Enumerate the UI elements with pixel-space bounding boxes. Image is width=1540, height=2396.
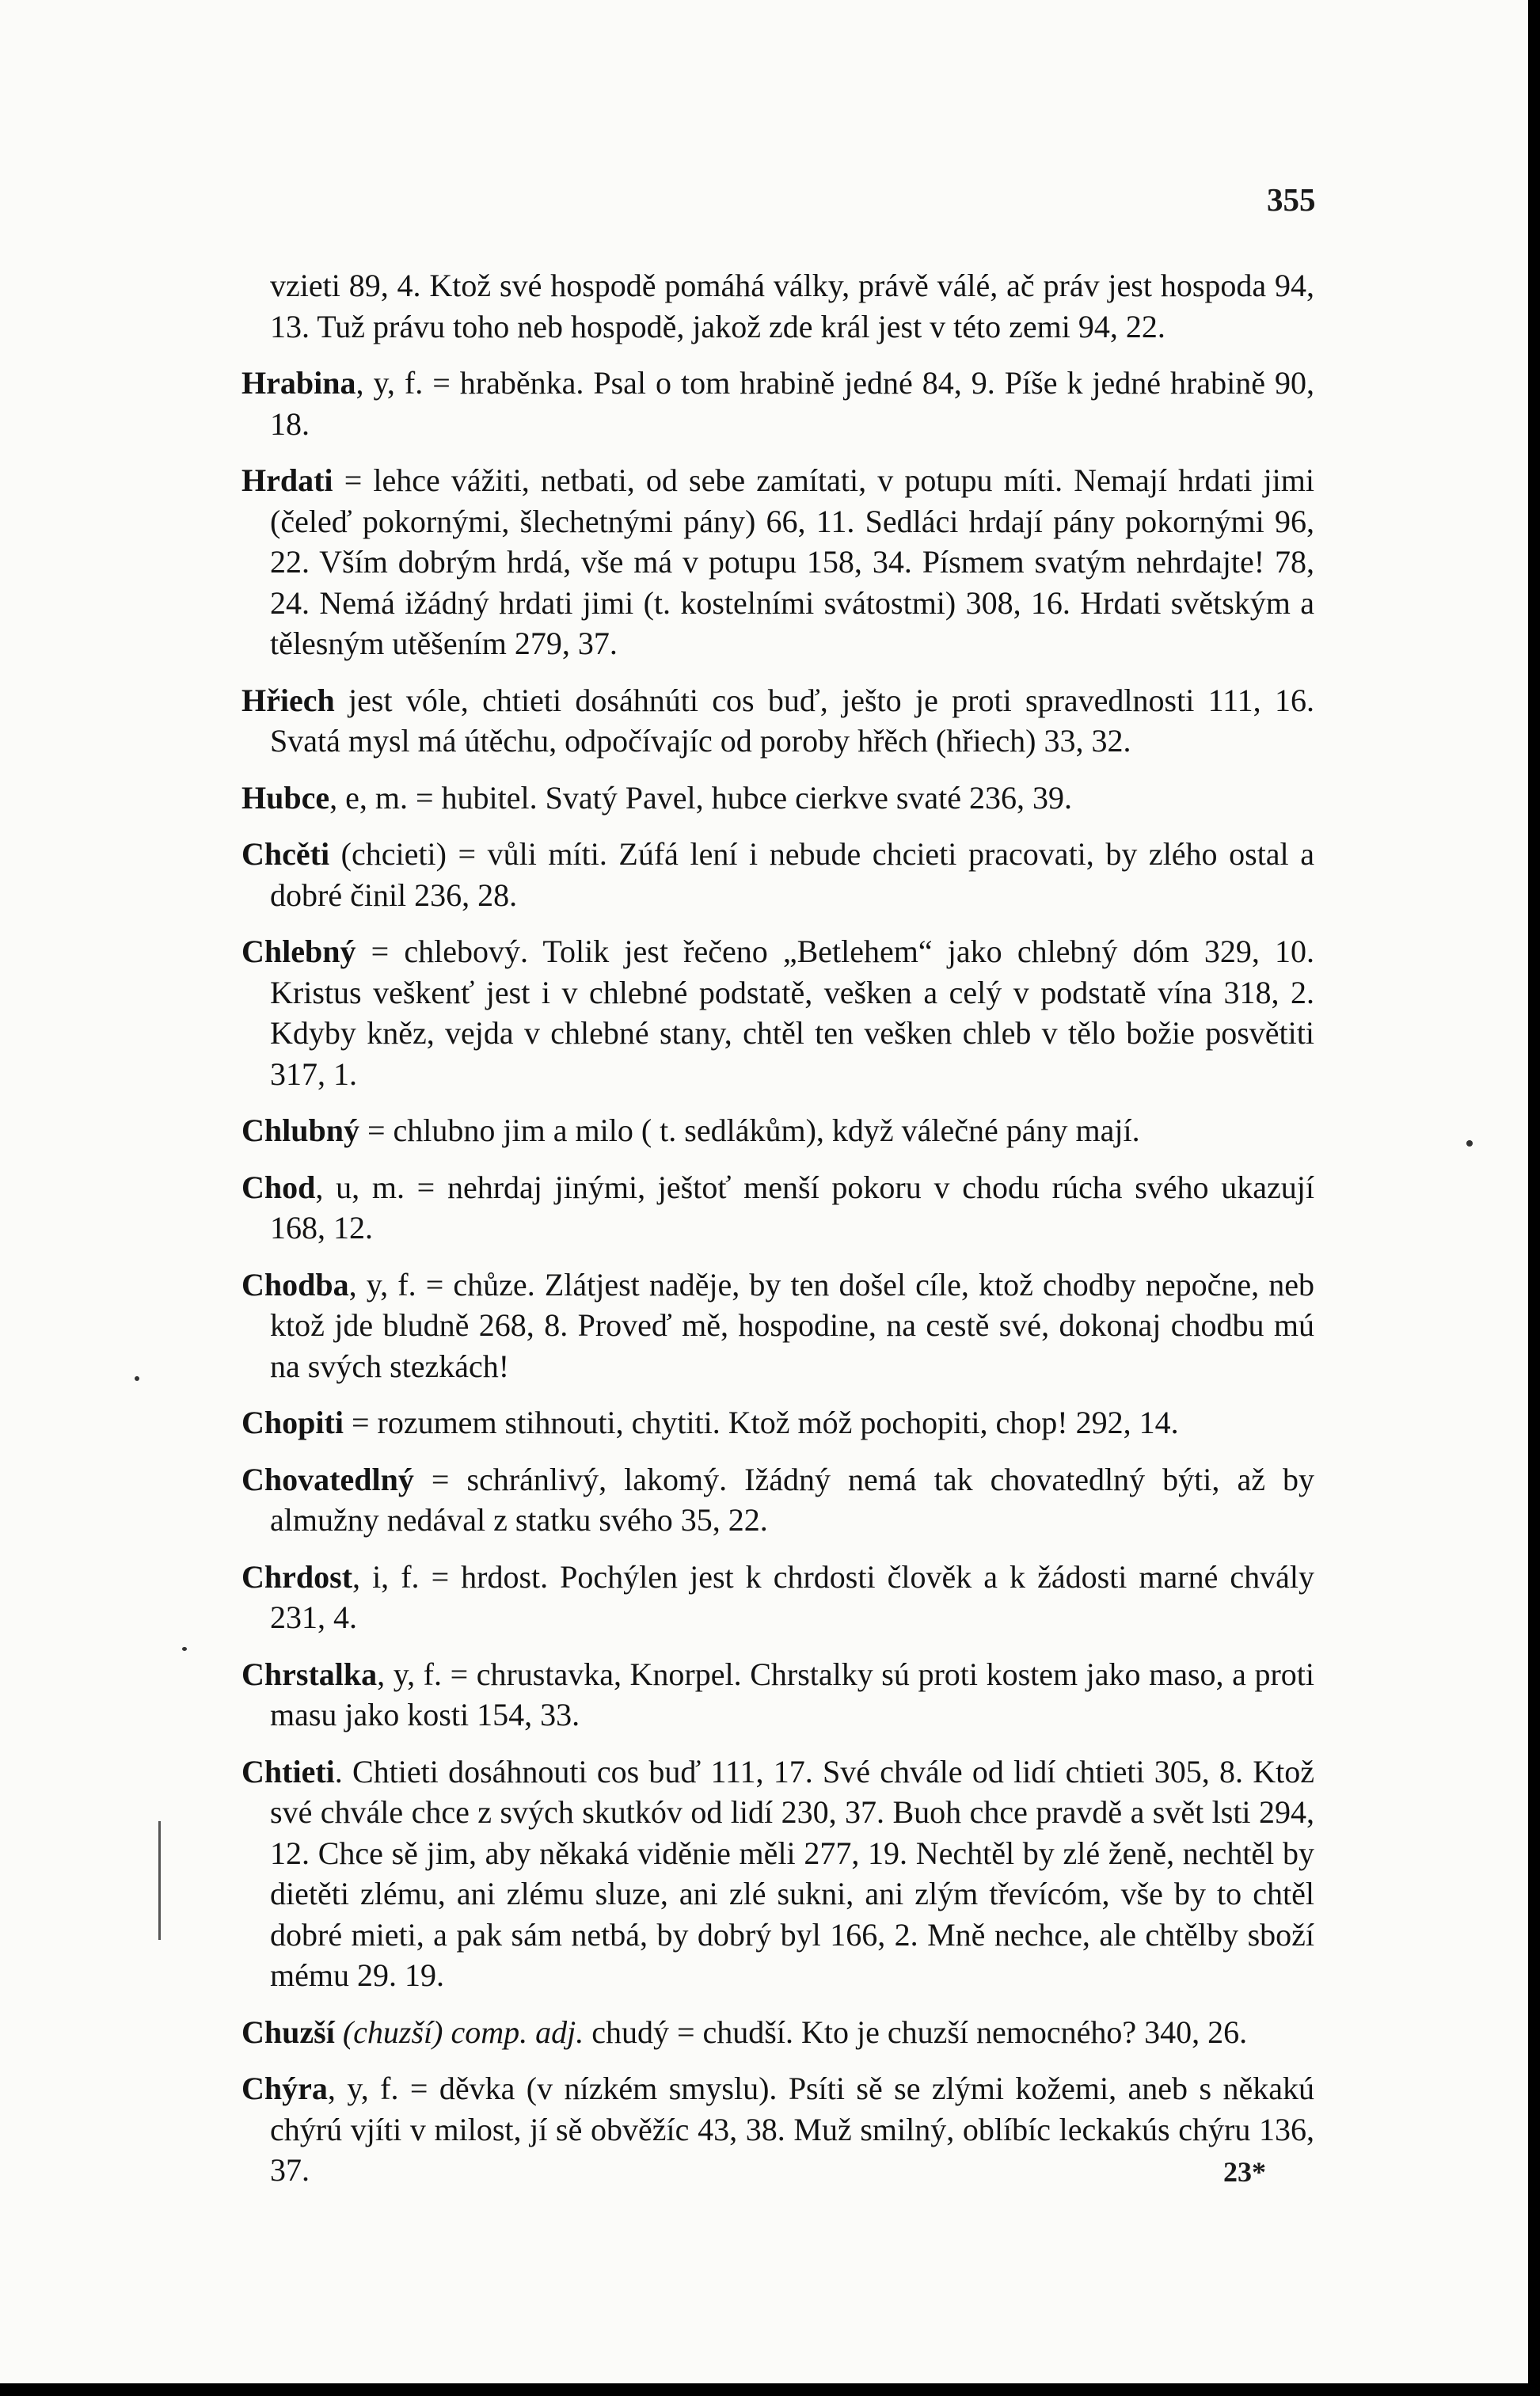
entry-chceti: [241, 834, 1314, 915]
grammar-info: , e, m.: [329, 779, 408, 816]
entry-text: = rozumem stihnouti, chytiti. Ktož móž pochopiti, chop! 292, 14.: [343, 1405, 1179, 1440]
signature-mark: 23*: [1223, 2156, 1266, 2188]
entry-text: = chlubno jim a milo ( t. sedlákům), když válečné pány mají.: [359, 1112, 1140, 1148]
headword: Hřiech: [241, 682, 335, 718]
headword: Hubce: [241, 779, 330, 816]
entry-chtieti: [241, 1751, 1314, 1996]
entry-text: = nehrdaj jinými, ještoť menší pokoru v chodu rúcha svého ukazují 168, 12.: [270, 1169, 1314, 1246]
grammar-info: (chuzší) comp. adj.: [334, 2014, 584, 2050]
entry-text: = schránlivý, lakomý. Ižádný nemá tak chovatedlný býti, až by almužny nedával z statku svého 35, 22.: [270, 1461, 1314, 1538]
entry-chrdost: [241, 1557, 1314, 1638]
entry-chlubny: [241, 1110, 1314, 1151]
headword: Chlubný: [241, 1112, 359, 1148]
entry-text: = lehce vážiti, netbati, od sebe zamítati, v potupu míti. Nemají hrdati jimi (čeleď pokornými, šlechetnými pány) 66, 11. Sedláci hrdají pány pokornými 96, 22. Vším dobrým hrdá, vše má v potupu 158, 34. Písmem svatým nehrdajte! 78, 24. Nemá ižádný hrdati jimi (t. kostelními svátostmi) 308, 16. Hrdati světským a tělesným utěšením 279, 37.: [270, 462, 1314, 661]
entry-text: . Chtieti dosáhnouti cos buď 111, 17. Své chvále od lidí chtieti 305, 8. Ktož své chvále chce z svých skutkóv od lidí 230, 37. Buoh chce pravdě a svět lsti 294, 12. Chce sě jim, aby někaká viděnie měli 277, 19. Nechtěl by zlé ženě, nechtěl by dietěti zlému, ani zlému sluze, ani zlé sukni, ani zlým třevícóm, vše by to chtěl dobré mieti, a pak sám netbá, by dobrý byl 166, 2. Mně nechce, ale chtělby sboží mému 29. 19.: [270, 1753, 1314, 1993]
entry-chodba: [241, 1265, 1314, 1387]
entry-text: = hraběnka. Psal o tom hrabině jedné 84, 9. Píše k jedné hrabině 90, 18.: [270, 365, 1314, 442]
entry-text: = hrdost. Pochýlen jest k chrdosti člověk a k žádosti marné chvály 231, 4.: [270, 1558, 1314, 1635]
entries-block: [241, 265, 1314, 2207]
margin-mark: [158, 1821, 161, 1940]
headword: Chodba: [241, 1266, 349, 1303]
scan-speck: [182, 1647, 187, 1651]
headword: Chod: [241, 1169, 316, 1205]
entry-text: vzieti 89, 4. Ktož své hospodě pomáhá války, právě válé, ač práv jest hospoda 94, 13. Tuž právu toho neb hospodě, jakož zde král jest v této zemi 94, 22.: [270, 268, 1314, 344]
headword: Chuzší: [241, 2014, 335, 2050]
entry-hriech: [241, 680, 1314, 762]
entry-text: (chcieti) = vůli míti. Zúfá lení i nebude chcieti pracovati, by zlého ostal a dobré činil 236, 28.: [270, 836, 1314, 913]
entry-chrstalka: [241, 1654, 1314, 1736]
entry-text: = chrustavka, Knorpel. Chrstalky sú proti kostem jako maso, a proti masu jako kosti 154, 33.: [270, 1656, 1314, 1732]
entry-text: jest vóle, chtieti dosáhnúti cos buď, ješto je proti spravedlnosti 111, 16. Svatá mysl má útěchu, odpočívajíc od poroby hřěch (hřiech) 33, 32.: [270, 682, 1314, 759]
headword: Chlebný: [241, 934, 356, 969]
grammar-info: , y, f.: [348, 1266, 416, 1303]
entry-chod: [241, 1167, 1314, 1249]
headword: Chtieti: [241, 1753, 335, 1789]
entry-hubce: [241, 778, 1314, 819]
grammar-info: , u, m.: [315, 1169, 405, 1205]
entry-chovatedlny: [241, 1459, 1314, 1541]
grammar-info: , y, f.: [356, 365, 424, 401]
entry-text: chudý = chudší. Kto je chuzší nemocného? 340, 26.: [584, 2014, 1248, 2050]
headword: Hrabina: [241, 365, 356, 401]
entry-chyra: [241, 2068, 1314, 2191]
entry-text: = hubitel. Svatý Pavel, hubce cierkve svaté 236, 39.: [408, 779, 1073, 816]
entry-chopiti: [241, 1402, 1314, 1443]
grammar-info: , y, f.: [377, 1656, 443, 1692]
entry-hrabina: [241, 363, 1314, 444]
headword: Chopiti: [241, 1405, 344, 1440]
headword: Hrdati: [241, 462, 333, 498]
headword: Chovatedlný: [241, 1461, 414, 1497]
scan-speck: [1466, 1140, 1473, 1147]
entry-text: = chůze. Zlátjest naděje, by ten došel cíle, ktož chodby nepočne, neb ktož jde bludně 268, 8. Proveď mě, hospodine, na cestě své, dokonaj chodbu mú na svých stezkách!: [270, 1266, 1314, 1384]
entry-text: = chlebový. Tolik jest řečeno „Betlehem“ jako chlebný dóm 329, 10. Kristus veškenť jest i v chlebné podstatě, vešken a celý v podstatě vína 318, 2. Kdyby kněz, vejda v chlebné stany, chtěl ten vešken chleb v tělo božie posvětiti 317, 1.: [270, 934, 1314, 1092]
headword: Chrstalka: [241, 1656, 378, 1692]
scan-speck: [135, 1376, 139, 1381]
grammar-info: , i, f.: [352, 1558, 420, 1595]
grammar-info: , y, f.: [327, 2071, 399, 2106]
headword: Chrdost: [241, 1558, 353, 1595]
entry-chuzsi: [241, 2012, 1314, 2053]
entry-chlebny: [241, 931, 1314, 1094]
entry-hrdati: [241, 460, 1314, 664]
page-number: 355: [1267, 181, 1316, 218]
headword: Chýra: [241, 2071, 328, 2106]
headword: Chcěti: [241, 836, 330, 872]
entry-text: = děvka (v nízkém smyslu). Psíti sě se zlými kožemi, aneb s někakú chýrú vjíti v milost, jí sě obvěžíc 43, 38. Muž smilný, oblíbíc leckakús chýru 136, 37.: [270, 2071, 1314, 2188]
entry-continuation: [241, 265, 1314, 347]
